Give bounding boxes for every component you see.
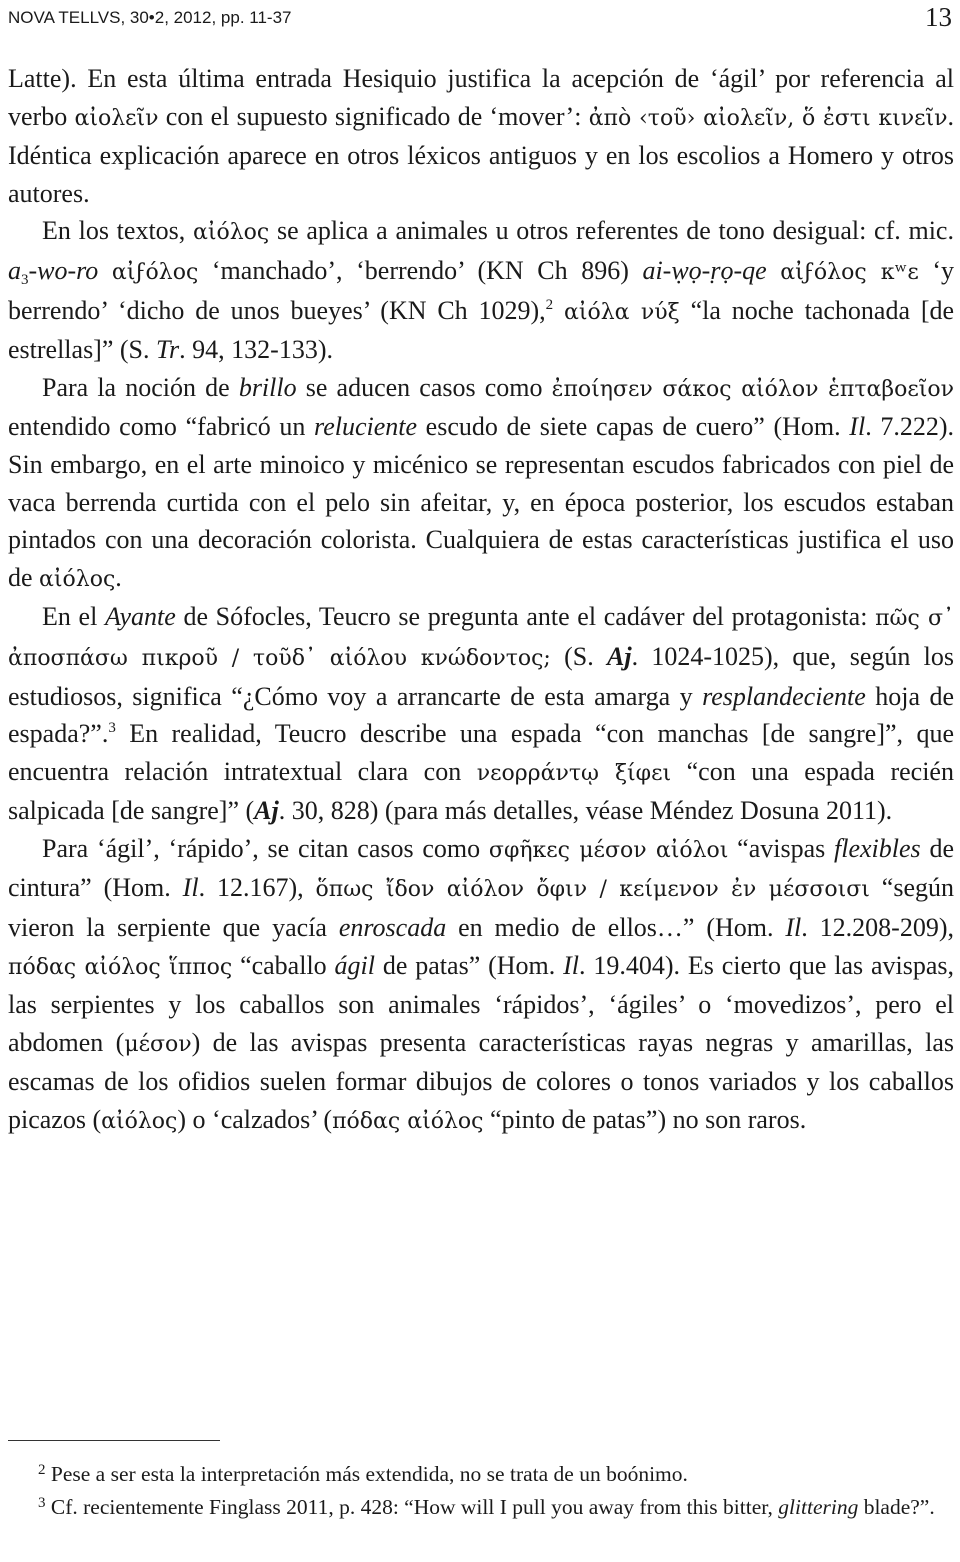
text-run: . 1024-1025), que, según los estudiosos, significa “¿Cómo voy a arrancarte de esta amarga y (8, 641, 954, 711)
footnote-text: Pese a ser esta la interpretación más extendida, no se trata de un boónimo. (45, 1462, 688, 1486)
text-run: . (115, 562, 122, 592)
italic-term: flexibles (834, 833, 921, 863)
text-run: Latte). En esta última entrada Hesiquio justifica la acepción de ‘ágil’ por referencia al verbo (8, 64, 954, 131)
greek-term: μέσον (124, 1031, 192, 1057)
mycenaean-term: ai-ẉọ-ṛọ-qe (642, 255, 767, 285)
paragraph-5 (8, 830, 954, 1141)
text-run: de Sófocles, Teucro se pregunta ante el cadáver del protagonista: (175, 602, 876, 632)
greek-term: ὅπως ἴδον αἰόλον ὄφιν / κείμενον ἐν μέσσοισι (315, 877, 870, 903)
footnote-text: blade?”. (858, 1495, 935, 1519)
text-run: entendido como “fabricó un (8, 412, 315, 442)
text-run (553, 296, 564, 325)
text-run: se aducen casos como (296, 372, 552, 402)
text-run: ‘y berrendo’ ‘dicho de unos bueyes’ (KN Ch 1029), (8, 255, 954, 325)
text-run: se aplica a animales u otros referentes de tono desigual: cf. mic. (269, 216, 954, 246)
italic-abbr: Il (563, 950, 580, 980)
footnote-2 (8, 1458, 954, 1491)
text-run: . 94, 132-133). (179, 335, 333, 365)
greek-term: αἰολεῖν (74, 105, 159, 131)
mycenaean-term: a (8, 255, 21, 285)
italic-term: ágil (334, 950, 375, 980)
greek-term: ἐποίησεν σάκος αἰόλον ἑπταβοεῖον (551, 376, 955, 402)
greek-term: αἰόλος (39, 566, 116, 592)
greek-term: πῶς σ᾽ ἀποσπάσω πικροῦ / τοῦδ᾽ αἰόλου κνώδοντος; (8, 606, 954, 671)
italic-abbr: Il (849, 412, 866, 442)
text-run: “la noche tachonada [de estrellas]” (S. (8, 295, 955, 365)
italic-term: enroscada (338, 913, 447, 943)
text-run: En el (42, 602, 105, 632)
footnote-3 (8, 1491, 954, 1524)
footnote-divider (8, 1440, 220, 1441)
italic-term: brillo (238, 372, 297, 402)
text-run: . Idéntica explicación aparece en otros léxicos antiguos y en los escolios a Homero y otros autores. (8, 101, 954, 208)
greek-term: αἰόλος (193, 220, 270, 246)
greek-term: αἰόλος (101, 1109, 178, 1135)
footnote-text: Cf. recientemente Finglass 2011, p. 428: “How will I pull you away from this bitter, (45, 1495, 779, 1519)
text-run: Para ‘ágil’, ‘rápido’, se citan casos como (42, 833, 489, 863)
text-run: En los textos, (42, 216, 194, 246)
text-run: ) de las avispas presenta características rayas negras y amarillas, las escamas de los ofidios suelen formar dibujos de colores o tonos variados y los caballos picazos ( (8, 1027, 954, 1135)
text-run: de cintura” (Hom. (8, 833, 954, 903)
footnote-number: 3 (38, 1495, 46, 1511)
footnotes (8, 1458, 954, 1524)
text-run: “caballo (232, 950, 335, 980)
text-run: “con una espada recién salpicada [de sangre]” ( (8, 756, 954, 826)
text-run: “pinto de patas”) no son raros. (483, 1105, 807, 1135)
page-number: 13 (925, 2, 952, 32)
greek-term: αἰϝόλος κʷε (780, 259, 919, 285)
paragraph-4 (8, 598, 954, 830)
subscript: 3 (21, 271, 29, 288)
text-run: con el supuesto significado de ‘mover’: (158, 101, 589, 131)
text-run: hoja de espada?”. (8, 681, 954, 749)
text-run: . 12.167), (198, 873, 316, 903)
text-run: . 7.222). Sin embargo, en el arte minoico y micénico se representan escudos fabricados con piel de vaca berrenda curtida con el pelo sin afeitar, y, en época posterior, los escudos estaban pintados con una decoración colorista. Cualquiera de estas características justifica el uso de (8, 412, 954, 592)
text-run: (S. (550, 641, 607, 671)
text-run: . 19.404). Es cierto que las avispas, las serpientes y los caballos son animales ‘rápidos’, ‘ágiles’ o ‘movedizos’, pero el abdomen ( (8, 950, 955, 1057)
text-run (767, 256, 781, 285)
greek-term: αἰϝόλος (111, 259, 199, 285)
greek-term: σφῆκες μέσον αἰόλοι (488, 837, 729, 863)
paragraph-1 (8, 60, 954, 212)
mycenaean-term: -wo-ro (28, 255, 99, 285)
text-run: En realidad, Teucro describe una espada “con manchas [de sangre]”, que encuentra relación intratextual clara con (8, 719, 954, 786)
text-run: en medio de ellos…” (Hom. (446, 913, 786, 943)
greek-term: ἀπὸ ‹τοῦ› αἰολεῖν, ὅ ἐστι κινεῖν (588, 105, 948, 131)
greek-term: πόδας αἰόλος (332, 1109, 484, 1135)
italic-term: resplandeciente (702, 681, 866, 711)
text-run: ‘manchado’, ‘berrendo’ (KN Ch 896) (198, 255, 643, 285)
italic-term: glittering (778, 1495, 859, 1519)
italic-abbr: Il (182, 873, 199, 903)
footnote-number: 2 (38, 1462, 46, 1478)
text-run: . 30, 828) (para más detalles, véase Méndez Dosuna 2011). (278, 796, 893, 826)
footnote-ref-2[interactable]: 2 (545, 296, 554, 313)
italic-abbr: Il (785, 913, 802, 943)
running-head (8, 2, 952, 32)
italic-term: reluciente (314, 412, 418, 442)
footnote-ref-3[interactable]: 3 (108, 720, 116, 737)
text-run: ) o ‘calzados’ ( (177, 1105, 333, 1135)
body-text (8, 60, 954, 1141)
italic-abbr: Aj (607, 641, 632, 671)
journal-citation: NOVA TELLVS, 30•2, 2012, pp. 11-37 (8, 8, 292, 27)
greek-term: νεορράντῳ ξίφει (476, 760, 672, 786)
italic-term: Ayante (105, 602, 176, 632)
text-run: “según vieron la serpiente que yacía (8, 873, 954, 943)
paragraph-3 (8, 369, 954, 599)
greek-term: πόδας αἰόλος ἵππος (8, 954, 233, 980)
greek-term: αἰόλα νύξ (564, 299, 680, 325)
text-run: Para la noción de (42, 372, 239, 402)
text-run: “avispas (728, 833, 835, 863)
text-run (98, 256, 112, 285)
text-run: de patas” (Hom. (375, 950, 564, 980)
text-run: escudo de siete capas de cuero” (Hom. (417, 412, 850, 442)
text-run: . 12.208-209), (801, 913, 954, 943)
paragraph-2 (8, 212, 954, 368)
italic-abbr: Aj (254, 796, 279, 826)
italic-abbr: Tr (156, 335, 180, 365)
